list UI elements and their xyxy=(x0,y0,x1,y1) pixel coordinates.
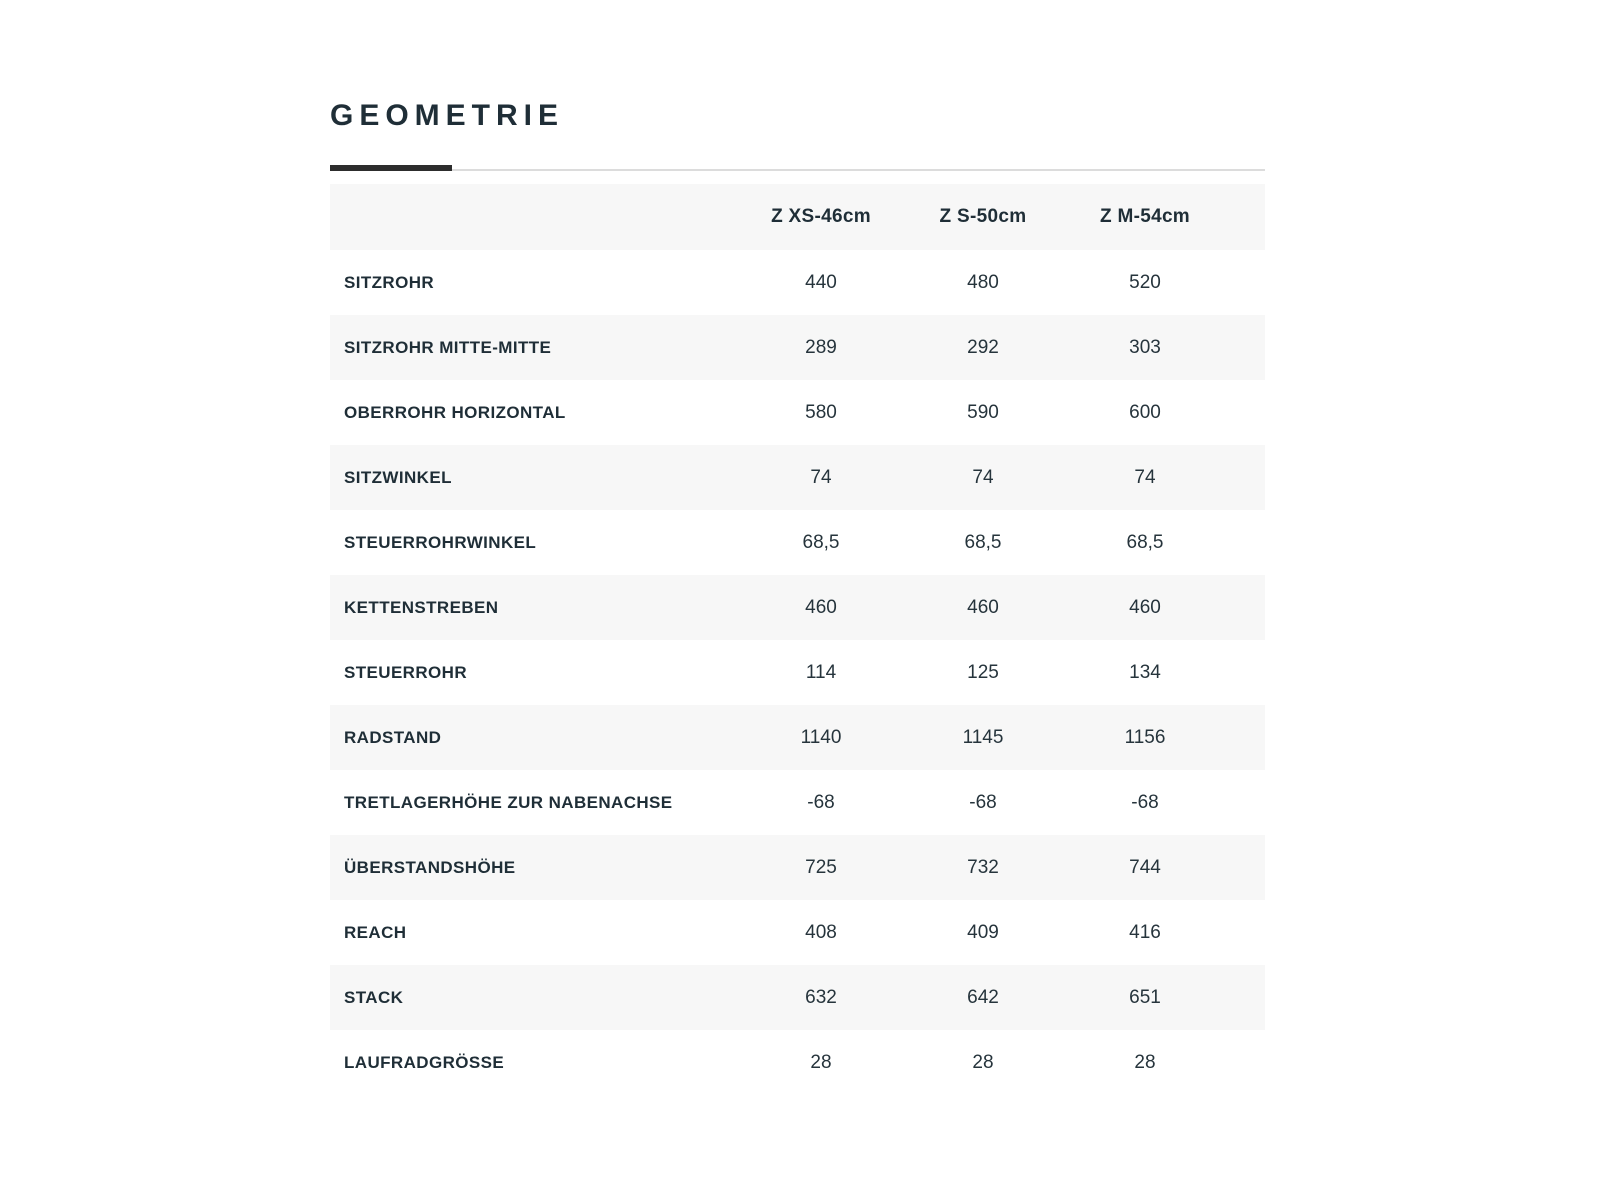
table-header-row xyxy=(330,184,1265,250)
row-value: 28 xyxy=(810,1051,832,1073)
row-value: 303 xyxy=(1129,336,1161,358)
row-label: TRETLAGERHÖHE ZUR NABENACHSE xyxy=(344,792,673,812)
title-underline-dark xyxy=(330,165,452,171)
row-label: STEUERROHRWINKEL xyxy=(344,532,537,552)
row-value: 28 xyxy=(1134,1051,1156,1073)
row-value: 1156 xyxy=(1124,726,1166,748)
row-label: KETTENSTREBEN xyxy=(344,597,499,617)
row-value: -68 xyxy=(807,791,835,813)
row-value: 480 xyxy=(967,271,999,293)
row-label: RADSTAND xyxy=(344,727,442,747)
row-value: 74 xyxy=(1134,466,1156,488)
table-row xyxy=(330,1030,1265,1095)
table-row xyxy=(330,510,1265,575)
row-value: 632 xyxy=(805,986,837,1008)
table-row xyxy=(330,575,1265,640)
row-value: 114 xyxy=(805,661,837,683)
column-header-size-m: Z M-54cm xyxy=(1099,206,1191,227)
row-label: LAUFRADGRÖSSE xyxy=(344,1052,505,1072)
row-value: 651 xyxy=(1129,986,1161,1008)
row-label: STEUERROHR xyxy=(344,662,468,682)
table-row xyxy=(330,445,1265,510)
row-value: 408 xyxy=(805,921,837,943)
row-label: SITZROHR MITTE-MITTE xyxy=(344,337,552,357)
row-value: 732 xyxy=(967,856,999,878)
row-value: 460 xyxy=(805,596,837,618)
page-title: GEOMETRIE xyxy=(330,99,565,132)
row-value: 134 xyxy=(1129,661,1161,683)
row-value: 440 xyxy=(805,271,837,293)
row-label: OBERROHR HORIZONTAL xyxy=(344,402,566,422)
row-label: SITZWINKEL xyxy=(344,467,452,487)
table-row xyxy=(330,380,1265,445)
row-value: 520 xyxy=(1129,271,1161,293)
row-value: 590 xyxy=(967,401,999,423)
row-value: 1140 xyxy=(800,726,842,748)
table-row xyxy=(330,770,1265,835)
row-value: 725 xyxy=(805,856,837,878)
row-value: 28 xyxy=(972,1051,994,1073)
row-value: 600 xyxy=(1129,401,1161,423)
row-value: -68 xyxy=(1131,791,1159,813)
row-value: 460 xyxy=(1129,596,1161,618)
table-row xyxy=(330,315,1265,380)
row-label: ÜBERSTANDSHÖHE xyxy=(344,857,516,877)
row-value: 409 xyxy=(967,921,999,943)
row-value: 68,5 xyxy=(964,531,1002,553)
column-header-size-s: Z S-50cm xyxy=(939,206,1027,227)
geometry-table xyxy=(330,184,1265,1095)
row-value: 1145 xyxy=(962,726,1004,748)
row-value: 416 xyxy=(1129,921,1161,943)
table-row xyxy=(330,250,1265,315)
row-value: 460 xyxy=(967,596,999,618)
row-value: 289 xyxy=(805,336,837,358)
table-row xyxy=(330,640,1265,705)
table-row xyxy=(330,965,1265,1030)
row-value: 74 xyxy=(810,466,832,488)
table-row xyxy=(330,900,1265,965)
row-value: 642 xyxy=(967,986,999,1008)
title-underline-light xyxy=(330,169,1265,171)
row-label: SITZROHR xyxy=(344,272,435,292)
row-value: 68,5 xyxy=(1126,531,1164,553)
column-header-size-xs: Z XS-46cm xyxy=(771,206,871,227)
row-value: -68 xyxy=(969,791,997,813)
row-value: 292 xyxy=(967,336,999,358)
row-value: 744 xyxy=(1129,856,1161,878)
table-row xyxy=(330,835,1265,900)
row-value: 68,5 xyxy=(802,531,840,553)
row-value: 125 xyxy=(967,661,999,683)
geometry-section xyxy=(330,0,1265,1095)
row-label: REACH xyxy=(344,922,407,942)
title-underline xyxy=(330,165,1265,171)
table-row xyxy=(330,705,1265,770)
row-value: 580 xyxy=(805,401,837,423)
row-label: STACK xyxy=(344,987,404,1007)
row-value: 74 xyxy=(972,466,994,488)
